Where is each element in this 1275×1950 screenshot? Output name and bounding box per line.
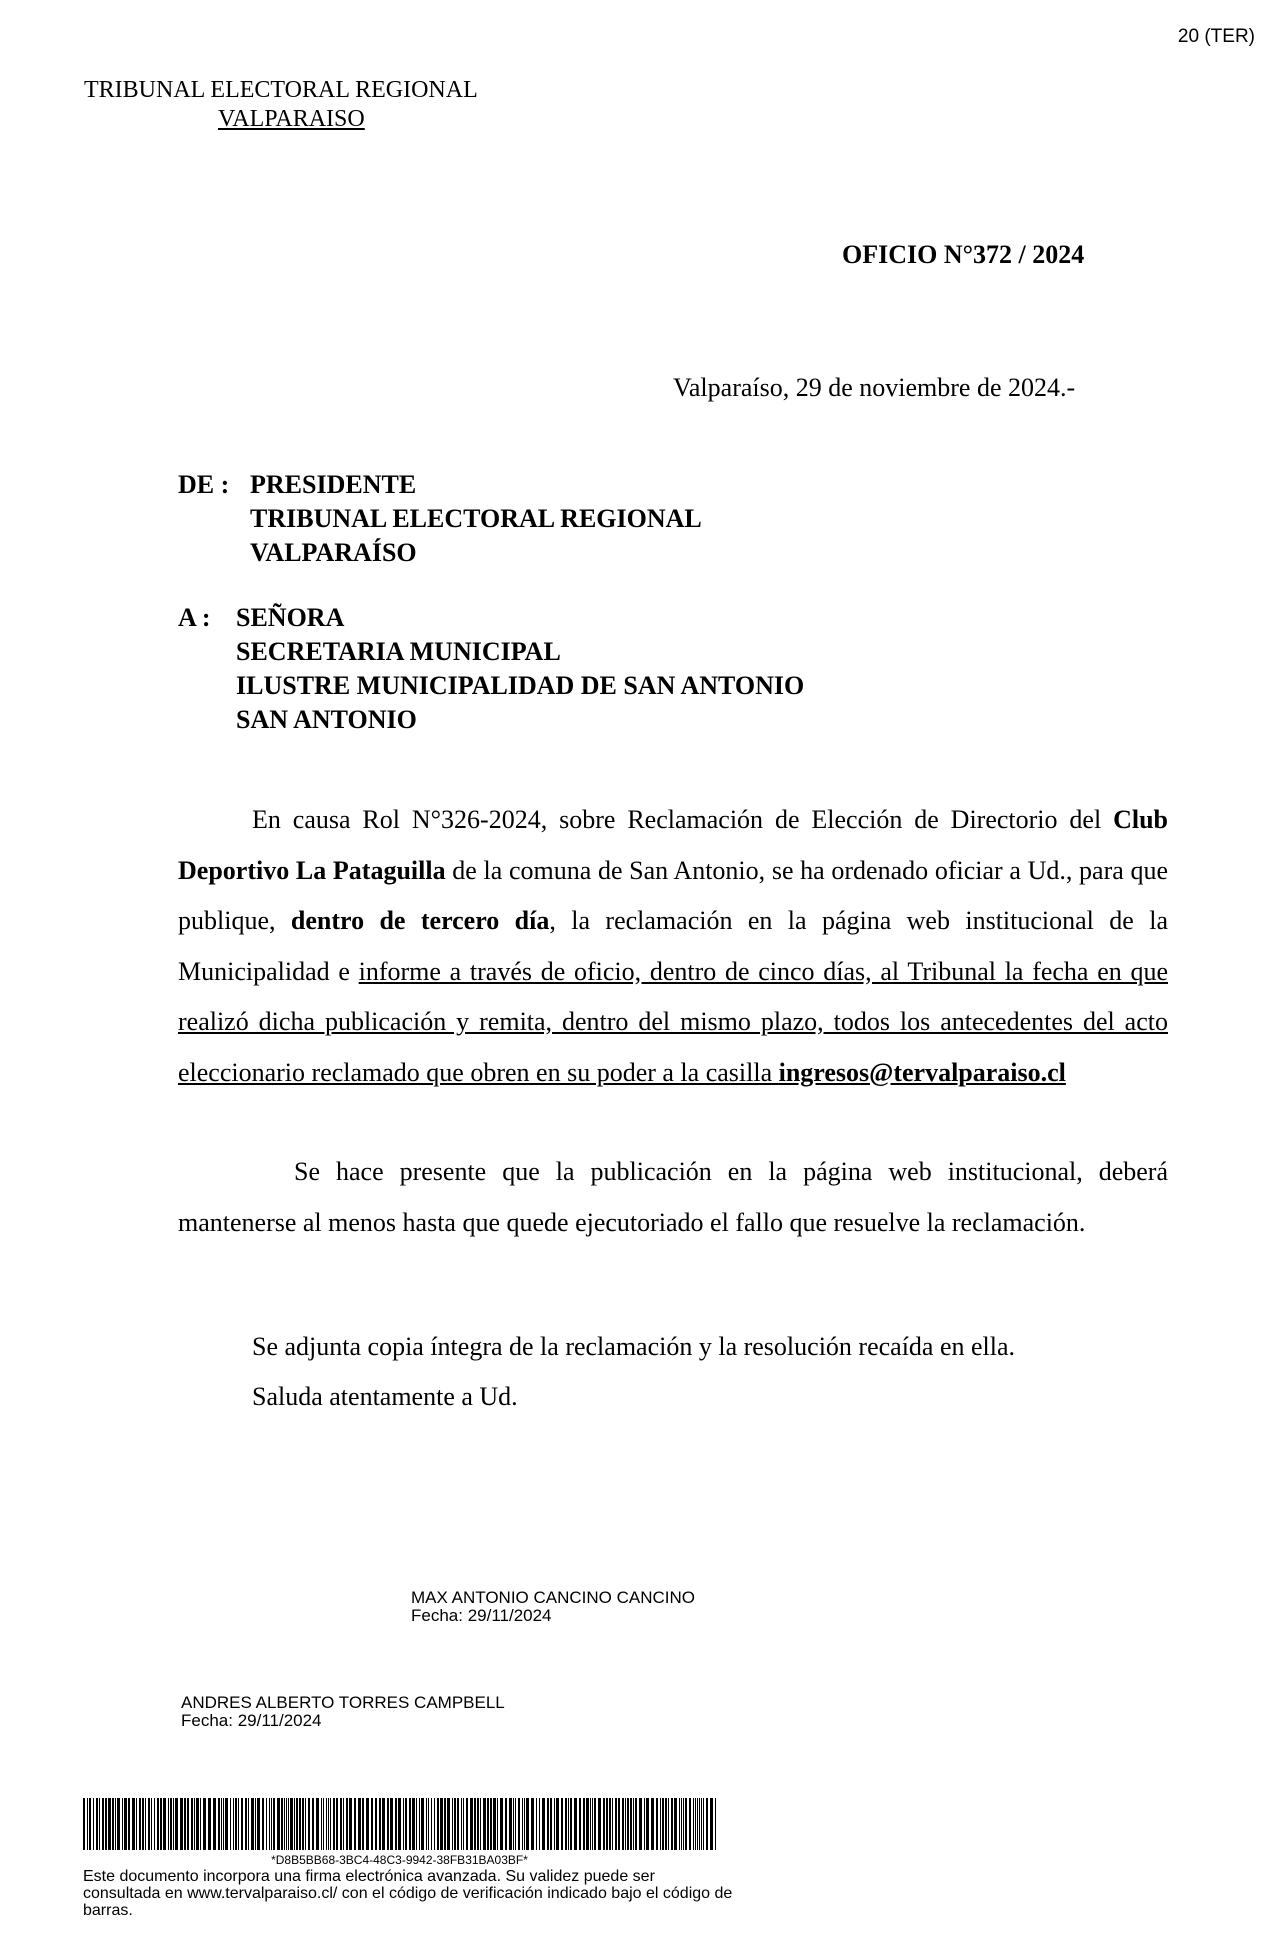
recipient-label: A : <box>178 603 211 632</box>
sender-line: VALPARAÍSO <box>250 538 417 567</box>
recipient-line: SEÑORA <box>236 603 345 632</box>
letterhead <box>84 76 478 134</box>
body-paragraph-1 <box>178 795 1168 1098</box>
place-date: Valparaíso, 29 de noviembre de 2024.- <box>673 373 1076 402</box>
club-name: Club Deportivo La Pataguilla <box>178 805 1168 885</box>
verification-note: Este documento incorpora una firma electrónica avanzada. Su validez puede ser consultada en www.tervalparaiso.cl/ con el código de verificación indicado bajo el código de barras. <box>83 1868 733 1919</box>
sender-label: DE : <box>178 470 230 499</box>
signer-name: ANDRES ALBERTO TORRES CAMPBELL <box>181 1693 505 1712</box>
recipient-line: SECRETARIA MUNICIPAL <box>236 637 561 666</box>
email-address: ingresos@tervalparaiso.cl <box>778 1057 1066 1087</box>
oficio-number: OFICIO N°372 / 2024 <box>842 240 1085 269</box>
recipient-line: ILUSTRE MUNICIPALIDAD DE SAN ANTONIO <box>236 671 805 700</box>
signer-name: MAX ANTONIO CANCINO CANCINO <box>411 1588 695 1607</box>
text-run: En causa Rol N°326-2024, sobre Reclamación de Elección de Directorio del <box>252 805 1114 834</box>
text-run: , la reclamación en la página web institucional de la Municipalidad e <box>178 906 1168 986</box>
closing-block <box>252 1322 1015 1422</box>
attachment-note: Se adjunta copia íntegra de la reclamación y la resolución recaída en ella. <box>252 1332 1016 1361</box>
salutation: Saluda atentamente a Ud. <box>252 1382 518 1411</box>
page-number: 20 (TER) <box>1177 26 1255 47</box>
barcode-code: *D8B5BB68-3BC4-48C3-9942-38FB31BA03BF* <box>271 1853 528 1867</box>
letterhead-line-1: TRIBUNAL ELECTORAL REGIONAL <box>84 77 478 103</box>
signature-block <box>181 1694 505 1730</box>
sender-line: PRESIDENTE <box>250 470 417 499</box>
underlined-instruction: informe a través de oficio, dentro de cinco días, al Tribunal la fecha en que realizó dicha publicación y remita, dentro del mismo plazo, todos los antecedentes del acto eleccionario reclamado que obren en su poder a la casilla <box>178 956 1168 1087</box>
signature-block <box>411 1589 695 1625</box>
body-paragraph-2 <box>178 1147 1168 1248</box>
text-run: de la comuna de San Antonio, se ha ordenado oficiar a Ud., para que publique, <box>178 855 1169 935</box>
recipient-block <box>178 601 804 737</box>
sender-block <box>178 468 702 570</box>
recipient-line: SAN ANTONIO <box>236 705 417 734</box>
deadline-emphasis: dentro de tercero día <box>290 906 550 935</box>
signer-date: Fecha: 29/11/2024 <box>411 1606 552 1625</box>
text-run: Se hace presente que la publicación en la página web institucional, deberá mantenerse al menos hasta que quede ejecutoriado el fallo que resuelve la reclamación. <box>178 1157 1168 1237</box>
letterhead-line-2: VALPARAISO <box>218 106 365 132</box>
barcode-image <box>83 1798 716 1850</box>
sender-line: TRIBUNAL ELECTORAL REGIONAL <box>250 504 702 533</box>
signer-date: Fecha: 29/11/2024 <box>181 1711 322 1730</box>
